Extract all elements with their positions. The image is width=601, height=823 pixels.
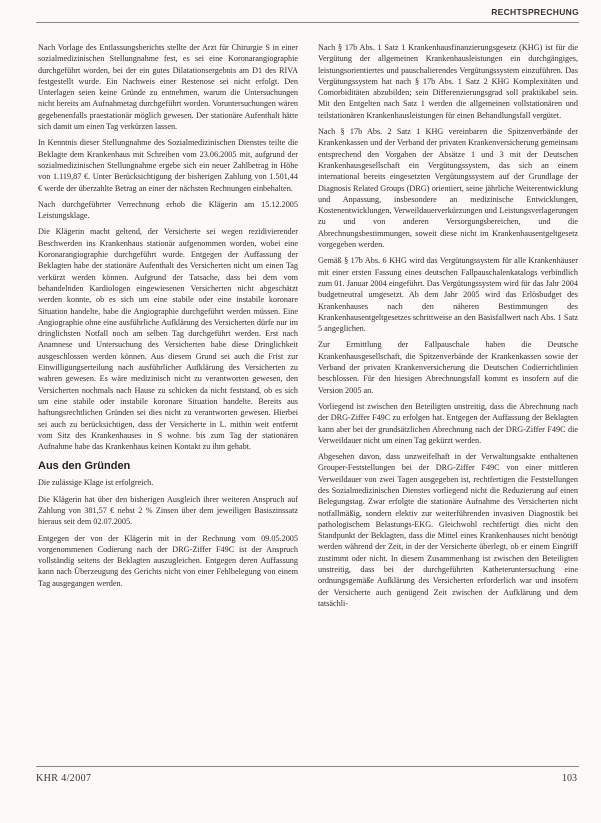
- paragraph: Entgegen der von der Klägerin mit in der Rechnung vom 09.05.2005 vorgenommenen Codierung nach der DRG-Ziffer F49C ist der Anspruch vollständig seitens der Beklagten auszugleichen. Entgegen deren Auffassung kann nach Überzeugung des Gerichts nicht von einer Fehlbelegung von einem Tag ausgegangen werden.: [38, 533, 298, 588]
- paragraph: Die zulässige Klage ist erfolgreich.: [38, 478, 154, 488]
- page-number: 103: [562, 773, 577, 784]
- paragraph: Nach § 17b Abs. 2 Satz 1 KHG vereinbaren die Spitzenverbände der Krankenkassen und der Verband der privaten Krankenversicherung gemeinsam entsprechend den Vorgaben der Absätze 1 und 3 mit der Deutschen Krankenhausgesellschaft ein Vergütungssystem, das sich an einem international bereits eingesetzten Vergütungssystem auf der Grundlage der Diagnosis Related Groups (DRG) orientiert, seine jährliche Weiterentwicklung und Anpassung, insbesondere an medizinische Entwicklungen, Kostenentwicklungen, Verweildauerverkürzungen und Leistungsverlagerungen zu und von anderen Versorgungsbereichen, und die Abrechnungsbestimmungen, soweit diese nicht im Krankenhausentgeltgesetz vorgegeben werden.: [318, 127, 578, 250]
- footer-rule: [36, 766, 579, 767]
- paragraph: Zur Ermittlung der Fallpauschale haben die Deutsche Krankenhausgesellschaft, die Spitzenverbände der Krankenkassen sowie der Verband der privaten Krankenversicherung die Deutschen Codierrichtlinien beschlossen. Für den hiesigen Abrechnungsfall kommt es insofern auf die Version 2005 an.: [318, 340, 578, 395]
- journal-issue: KHR 4/2007: [36, 773, 92, 784]
- article-body: [38, 42, 578, 760]
- paragraph: Die Klägerin hat über den bisherigen Ausgleich ihrer weiteren Anspruch auf Zahlung von 381,57 € nebst 2 % Zinsen über dem jeweiligen Basiszinssatz hieraus seit dem 02.07.2005.: [38, 494, 298, 527]
- section-heading: Aus den Gründen: [38, 460, 131, 473]
- paragraph: Nach durchgeführter Verrechnung erhob die Klägerin am 15.12.2005 Leistungsklage.: [38, 199, 298, 221]
- paragraph: Nach Vorlage des Entlassungsberichts stellte der Arzt für Chirurgie S in einer sozialmedizinischen Stellungnahme fest, es sei eine Koronarangiographie durchgeführt worden, bei der ein gutes Dilatationsergebnis am D1 des RIVA festgestellt wurde. Ein Nachweis einer Restenose sei nicht erfolgt. Den Unterlagen seien keine Gründe zu entnehmen, warum die Untersuchungen nicht bereits am Aufnahmetag durchgeführt worden. Voruntersuchungen wären gegebenenfalls praestationär möglich gewesen. Der stationäre Aufenthalt hätte sich damit um einen Tag verkürzen lassen.: [38, 43, 298, 132]
- paragraph: Abgesehen davon, dass unzweifelhaft in der Verwaltungsakte enthaltenen Grouper-Feststellungen bei der DRG-Ziffer F49C von einer mittleren Verweildauer von zwei Tagen ausgegeben ist, rechtfertigen die Feststellungen des Sozialmedizinischen Dienstes vorliegend nicht die Reduzierung auf einen Belegungstag. Zwar erfolgte die stationäre Aufnahme des Versicherten nicht notfallmäßig, sondern elektiv zur weiterführenden invasiven Diagnostik bei pathologischem Belastungs-EKG. Gleichwohl rechtfertigt dies nicht den Standpunkt der Beklagten, dass die Mittel eines Krankenhauses nicht benötigt werden während der Zeit, in der der Versicherte überlegt, ob er einem Eingriff zustimmt oder nicht. In diesem Zusammenhang ist zwischen den Beteiligten unstreitig, dass bei der durchgeführten Katheteruntersuchung eine ordnungsgemäße Aufklärung des Versicherten erforderlich war und insofern der Versicherte auch genügend Zeit zwischen der Aufklärung und dem tatsächli-: [318, 452, 578, 608]
- paragraph: Vorliegend ist zwischen den Beteiligten unstreitig, dass die Abrechnung nach der DRG-Ziffer F49C zu erfolgen hat. Entgegen der Auffassung der Beklagten kann aber bei der grundsätzlichen Abrechnung nach der DRG-Ziffer F49C die Verweildauer nicht um einen Tag gekürzt werden.: [318, 401, 578, 445]
- left-column: [38, 42, 298, 760]
- right-column: [318, 42, 578, 760]
- paragraph: Nach § 17b Abs. 1 Satz 1 Krankenhausfinanzierungsgesetz (KHG) ist für die Vergütung der allgemeinen Krankenhausleistungen ein durchgängiges, leistungsorientiertes und pauschalierendes Vergütungssystem einzuführen. Das Vergütungssystem hat nach § 17b Abs. 1 Satz 2 KHG Komplexitäten und Comorbiditäten abzubilden; sein Differenzierungsgrad soll praktikabel sein. Mit den Entgelten nach Satz 1 werden die allgemeinen vollstationären und teilstationären Krankenhausleistungen für einen Behandlungsfall vergütet.: [318, 43, 578, 120]
- header-rule: [36, 22, 579, 23]
- paragraph: Die Klägerin macht geltend, der Versicherte sei wegen rezidivierender Beschwerden ins Krankenhaus stationär aufgenommen worden, wobei eine Koronarangiographie durchgeführt wurde. Entgegen der Auffassung der Beklagten habe der stationäre Aufenthalt des Versicherten nicht um einen Tag verkürzt werden können. Aufgrund der Tatsache, dass bei dem vom behandelnden Kardiologen eingewiesenen Versicherten nicht abgeschätzt werden konnte, ob es sich um eine stabile oder eine instabile koronare Situation handelte, habe die Angiographie durchgeführt werden müssen. Eine Angiographie ohne eine ausführliche Aufklärung des Versicherten dürfe nur im dringlichsten Notfall noch am selben Tag durchgeführt werden. Erst nach Anamnese und Untersuchung des Versicherten habe diese Dringlichkeit ausgeschlossen werden können. Aus diesem Grund sei auch die Frist zur Einwilligungserteilung nach ausführlicher Aufklärung des Versicherten zu wahren gewesen. Es wäre medizinisch nicht zu verantworten gewesen, den Versicherten nochmals nach Hause zu schicken da nicht feststand, ob es sich um eine stabile oder instabile koronare Situation handelte. Bereits aus haftungsrechtlichen Gründen sei dies nicht zu verantworten gewesen. Hierbei sei auch zu berücksichtigen, dass der Versicherte in L. mithin weit entfernt vom Sitz des Krankenhauses in S wohne. bis zum Tag der stationären Aufnahme habe das Krankenhaus keinen Kontakt zu ihm gehabt.: [38, 227, 298, 452]
- paragraph: Gemäß § 17b Abs. 6 KHG wird das Vergütungssystem für alle Krankenhäuser mit einer ersten Fassung eines deutschen Fallpauschalenkatalogs verbindlich zum 01. Januar 2004 eingeführt. Das Vergütungssystem wird für das Jahr 2004 budgetneutral umgesetzt. Ab dem Jahr 2005 wird das Erlösbudget des Krankenhauses nach den näheren Bestimmungen des Krankenhausentgeltgesetzes schrittweise an den Basisfallwert nach Abs. 1 Satz 5 angeglichen.: [318, 256, 578, 334]
- paragraph: In Kenntnis dieser Stellungnahme des Sozialmedizinischen Dienstes teilte die Beklagte dem Krankenhaus mit Schreiben vom 23.06.2005 mit, aufgrund der sozialmedizinischen Stellungnahme ergebe sich ein neuer Zahlbetrag in Höhe von 1.119,87 €. Unter Berücksichtigung der bisherigen Zahlung von 1.501,44 € werde der überzahlte Betrag an einer der nächsten Rechnungen einbehalten.: [38, 138, 298, 193]
- section-label: RECHTSPRECHUNG: [491, 7, 579, 17]
